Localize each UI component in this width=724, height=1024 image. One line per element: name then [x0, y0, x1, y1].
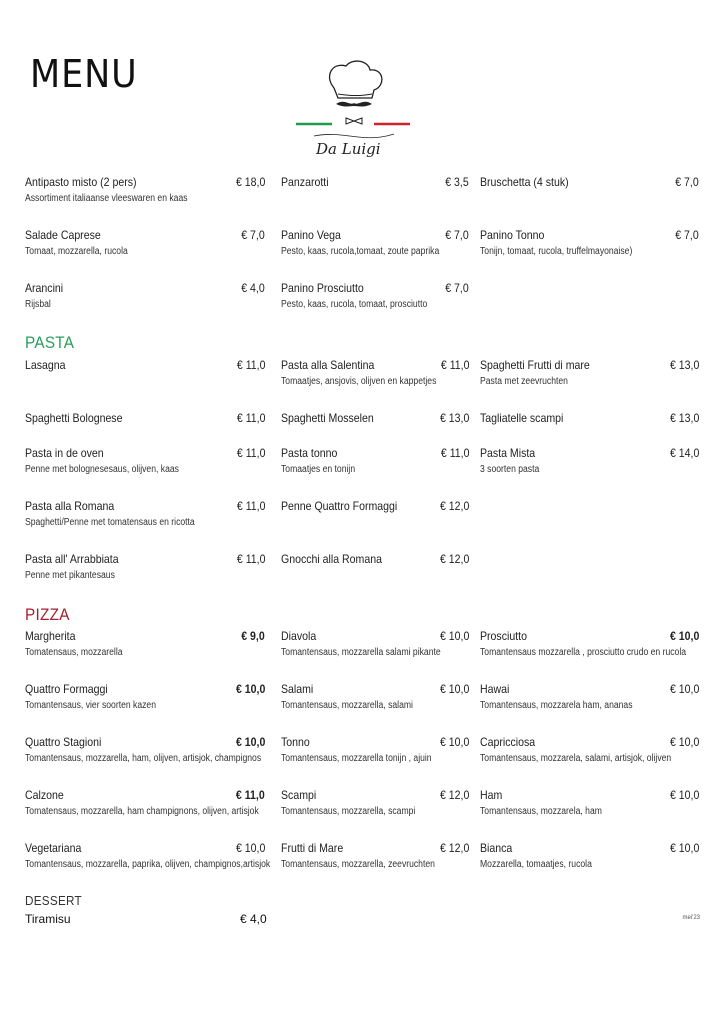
menu-item-description: Tomantensaus, mozzarella, paprika, olijven, champignos,artisjok	[25, 859, 271, 870]
menu-item-description: Tomantensaus, mozzarela, ham	[480, 806, 602, 817]
menu-item-name: Margherita	[25, 629, 76, 643]
menu-item-price: € 10,0	[669, 682, 699, 696]
menu-item-price: € 12,0	[439, 788, 469, 802]
menu-item-description: Tomaat, mozzarella, rucola	[25, 246, 128, 257]
menu-item-name: Prosciutto	[480, 629, 527, 643]
menu-item	[25, 175, 265, 209]
page-title: MENU	[30, 52, 138, 96]
menu-item	[281, 841, 469, 875]
menu-item-price: € 10,0	[669, 841, 699, 855]
menu-item-description: Tomatensaus, mozzarella, ham champignons, olijven, artisjok	[25, 806, 259, 817]
menu-item	[281, 228, 469, 262]
menu-item-description: Tomantensaus, mozzarella, ham, olijven, artisjok, champignos	[25, 753, 262, 764]
menu-item-price: € 13,0	[669, 358, 699, 372]
menu-item-price: € 7,0	[445, 281, 469, 295]
menu-item	[281, 788, 469, 822]
menu-item-name: Spaghetti Frutti di mare	[480, 358, 590, 372]
menu-item-name: Pasta tonno	[281, 446, 338, 460]
menu-item-description: Mozzarella, tomaatjes, rucola	[480, 859, 592, 870]
menu-item	[25, 446, 265, 480]
menu-item-price: € 10,0	[439, 735, 469, 749]
menu-item-price: € 7,0	[241, 228, 265, 242]
menu-item-name: Gnocchi alla Romana	[281, 552, 382, 566]
menu-item-description: Tomantensaus, mozzarella, zeevruchten	[281, 859, 435, 870]
menu-item-name: Bianca	[480, 841, 513, 855]
menu-item-price: € 12,0	[439, 499, 469, 513]
menu-item-price: € 10,0	[235, 682, 265, 696]
menu-item-name: Pasta alla Salentina	[281, 358, 375, 372]
menu-item-price: € 10,0	[235, 841, 265, 855]
menu-item-price: € 11,0	[236, 552, 265, 566]
section-pizza-heading: PIZZA	[25, 605, 70, 624]
menu-item-price: € 7,0	[675, 175, 699, 189]
menu-item	[25, 281, 265, 315]
menu-item-price: € 18,0	[235, 175, 265, 189]
menu-item-name: Arancini	[25, 281, 64, 295]
menu-item	[25, 499, 265, 533]
menu-item-description: Pasta met zeevruchten	[480, 376, 568, 387]
menu-item	[25, 735, 265, 769]
menu-item-name: Panino Tonno	[480, 228, 545, 242]
menu-item-name: Quattro Formaggi	[25, 682, 108, 696]
menu-item	[480, 228, 699, 262]
menu-item	[281, 499, 469, 533]
menu-item	[480, 358, 699, 392]
menu-item-price: € 7,0	[675, 228, 699, 242]
menu-item-description: Tomaatjes, ansjovis, olijven en kappetjes	[281, 376, 437, 387]
menu-item	[281, 735, 469, 769]
menu-item-price: € 12,0	[439, 841, 469, 855]
menu-item-description: Tomantensaus, vier soorten kazen	[25, 700, 156, 711]
menu-item	[25, 841, 271, 875]
menu-item-name: Tagliatelle scampi	[480, 411, 564, 425]
menu-item-description: Spaghetti/Penne met tomatensaus en ricotta	[25, 517, 195, 528]
menu-item-price: € 11,0	[236, 358, 265, 372]
menu-item-name: Bruschetta (4 stuk)	[480, 175, 569, 189]
menu-item-price: € 3,5	[445, 175, 469, 189]
menu-item-description: Tomantensaus, mozzarella, scampi	[281, 806, 416, 817]
menu-item-description: Pesto, kaas, rucola,tomaat, zoute paprika	[281, 246, 440, 257]
menu-item	[480, 735, 699, 769]
menu-item	[480, 841, 699, 875]
menu-item	[25, 629, 265, 663]
menu-item-price: € 11,0	[440, 446, 469, 460]
menu-item	[480, 175, 699, 209]
menu-item-name: Ham	[480, 788, 503, 802]
menu-item-description: Tomantensaus, mozzarela, salami, artisjok, olijven	[480, 753, 672, 764]
version-label: mei'23	[682, 915, 700, 921]
menu-item	[281, 682, 469, 716]
menu-item-name: Capricciosa	[480, 735, 536, 749]
menu-item-price: € 12,0	[439, 552, 469, 566]
section-dessert-heading: DESSERT	[25, 893, 82, 908]
menu-item-description: Rijsbal	[25, 299, 51, 310]
menu-item-description: Tomantensaus, mozzarella, salami	[281, 700, 413, 711]
menu-item-name: Quattro Stagioni	[25, 735, 102, 749]
menu-item	[480, 446, 699, 480]
menu-item-price: € 11,0	[236, 788, 265, 802]
dessert-item-price: € 4,0	[240, 912, 267, 926]
menu-item-price: € 10,0	[669, 788, 699, 802]
menu-item-description: Penne met bolognesesaus, olijven, kaas	[25, 464, 179, 475]
menu-item-name: Spaghetti Bolognese	[25, 411, 123, 425]
menu-item-description: Tomatensaus, mozzarella	[25, 647, 123, 658]
menu-item	[25, 411, 265, 445]
menu-item-description: Tomantensaus mozzarella , prosciutto crudo en rucola	[480, 647, 687, 658]
menu-item-name: Pasta alla Romana	[25, 499, 115, 513]
da-luigi-logo	[294, 58, 412, 162]
menu-item-description: Tomantensaus, mozzarela ham, ananas	[480, 700, 633, 711]
menu-item-description: Tomantensaus, mozzarella tonijn , ajuin	[281, 753, 432, 764]
menu-item-name: Panino Vega	[281, 228, 341, 242]
logo-signature: Da Luigi	[316, 140, 381, 158]
menu-item	[480, 788, 699, 822]
menu-item	[281, 552, 469, 586]
menu-item-price: € 9,0	[241, 629, 265, 643]
menu-item	[25, 552, 265, 586]
menu-item	[25, 228, 265, 262]
menu-item	[281, 411, 469, 445]
menu-item-price: € 10,0	[439, 629, 469, 643]
menu-item-description: Tomantensaus, mozzarella salami pikante	[281, 647, 441, 658]
menu-item-name: Pasta Mista	[480, 446, 536, 460]
menu-item-name: Pasta all' Arrabbiata	[25, 552, 119, 566]
menu-item-description: Assortiment italiaanse vleeswaren en kaas	[25, 193, 188, 204]
menu-item	[480, 682, 699, 716]
menu-item-price: € 11,0	[236, 446, 265, 460]
menu-item-price: € 10,0	[669, 735, 699, 749]
menu-item	[480, 629, 699, 663]
menu-item-name: Frutti di Mare	[281, 841, 344, 855]
menu-item	[281, 358, 469, 392]
dessert-item-name: Tiramisu	[25, 912, 71, 926]
menu-item	[281, 281, 469, 315]
menu-item	[25, 788, 265, 822]
menu-item-name: Diavola	[281, 629, 317, 643]
menu-item-name: Tonno	[281, 735, 310, 749]
menu-item	[281, 446, 469, 480]
menu-item	[25, 682, 265, 716]
menu-item-price: € 10,0	[669, 629, 699, 643]
menu-item-name: Penne Quattro Formaggi	[281, 499, 398, 513]
menu-item-price: € 13,0	[669, 411, 699, 425]
menu-item	[25, 358, 265, 392]
menu-item-price: € 11,0	[236, 499, 265, 513]
menu-item-price: € 4,0	[241, 281, 265, 295]
menu-item-description: 3 soorten pasta	[480, 464, 540, 475]
menu-item-description: Penne met pikantesaus	[25, 570, 115, 581]
menu-item-price: € 10,0	[235, 735, 265, 749]
menu-item-name: Pasta in de oven	[25, 446, 104, 460]
menu-item-name: Vegetariana	[25, 841, 82, 855]
menu-item-description: Tomaatjes en tonijn	[281, 464, 356, 475]
menu-item	[480, 411, 699, 445]
menu-item-name: Lasagna	[25, 358, 66, 372]
menu-item-name: Salami	[281, 682, 314, 696]
menu-item-name: Spaghetti Mosselen	[281, 411, 374, 425]
menu-item-price: € 13,0	[439, 411, 469, 425]
menu-item-price: € 11,0	[440, 358, 469, 372]
menu-item-name: Scampi	[281, 788, 317, 802]
menu-item-name: Panzarotti	[281, 175, 329, 189]
menu-item-name: Panino Prosciutto	[281, 281, 364, 295]
menu-item	[281, 629, 469, 663]
menu-item-description: Pesto, kaas, rucola, tomaat, prosciutto	[281, 299, 428, 310]
menu-item	[281, 175, 469, 209]
menu-item-name: Salade Caprese	[25, 228, 101, 242]
menu-item-description: Tonijn, tomaat, rucola, truffelmayonaise)	[480, 246, 633, 257]
menu-item-name: Hawai	[480, 682, 510, 696]
menu-item-name: Calzone	[25, 788, 64, 802]
menu-item-name: Antipasto misto (2 pers)	[25, 175, 137, 189]
menu-item-price: € 11,0	[236, 411, 265, 425]
menu-item-price: € 10,0	[439, 682, 469, 696]
menu-item-price: € 7,0	[445, 228, 469, 242]
section-pasta-heading: PASTA	[25, 333, 75, 352]
menu-item-price: € 14,0	[669, 446, 699, 460]
